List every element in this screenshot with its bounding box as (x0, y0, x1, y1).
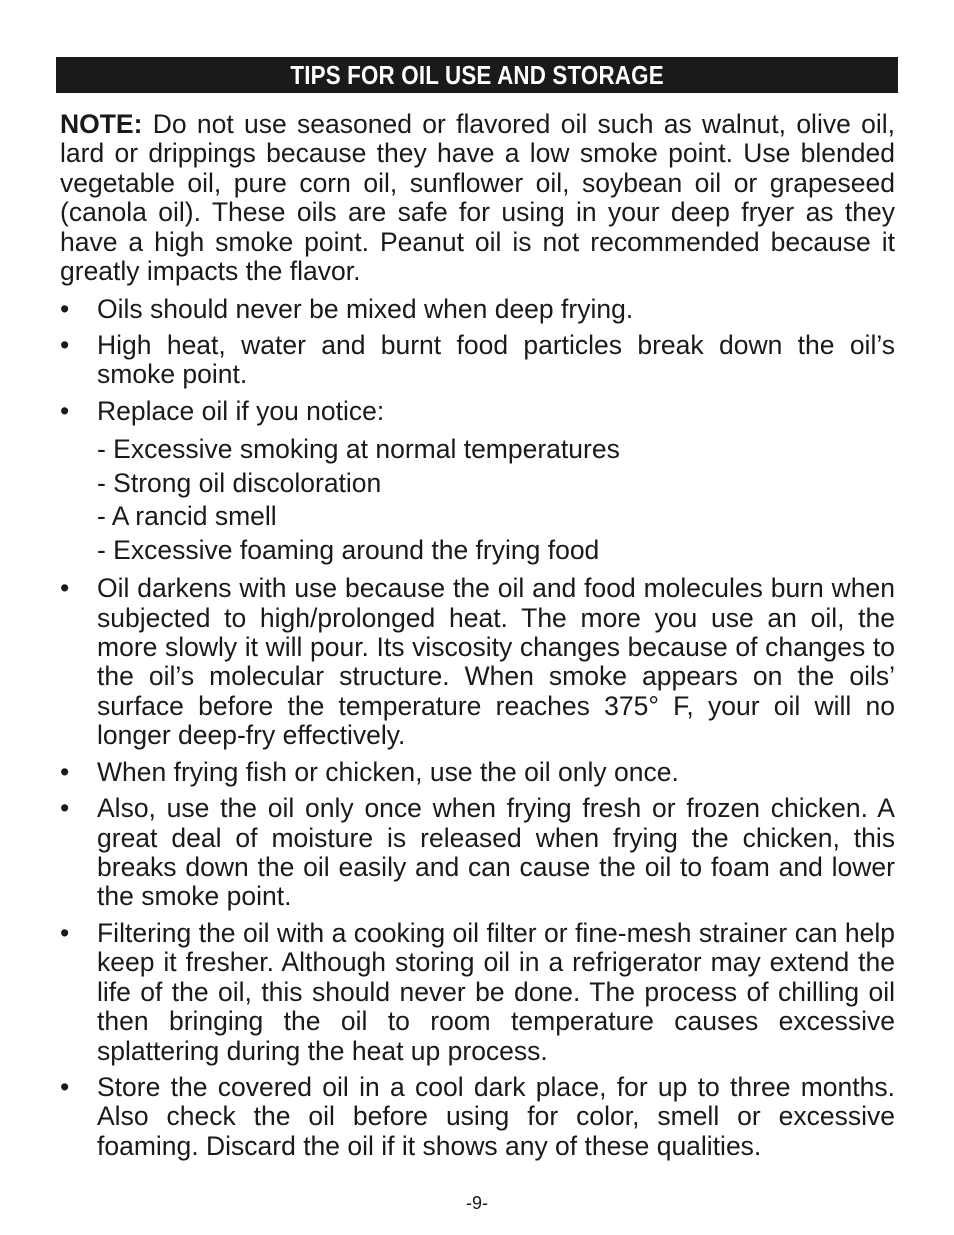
list-item (60, 1073, 895, 1161)
page-content (60, 110, 895, 1168)
bullet-icon: • (60, 395, 70, 426)
list-item (60, 397, 895, 567)
list-item (60, 919, 895, 1066)
list-item (60, 574, 895, 751)
list-item (60, 331, 895, 390)
bullet-icon: • (60, 793, 70, 824)
section-title: TIPS FOR OIL USE AND STORAGE (290, 59, 664, 90)
condition-item: - Strong oil discoloration (97, 467, 382, 498)
replace-conditions-list (97, 433, 895, 567)
tip-text: Store the covered oil in a cool dark place, for up to three months. Also check the oil before using for color, smell or excessive foaming. Discard the oil if it shows any of these qualities. (97, 1071, 895, 1161)
list-item (60, 295, 895, 324)
condition-item: - Excessive smoking at normal temperatures (97, 434, 620, 465)
bullet-icon: • (60, 293, 70, 324)
section-title-bar (56, 57, 898, 93)
note-paragraph (60, 110, 895, 287)
bullet-icon: • (60, 756, 70, 787)
tip-text: Oil darkens with use because the oil and food molecules burn when subjected to high/prolonged heat. The more you use an oil, the more slowly it will pour. Its viscosity changes because of changes to the oil’s molecular structure. When smoke appears on the oils’ surface before the temperature reaches 375° F, your oil will no longer deep-fry effectively. (97, 573, 895, 751)
bullet-icon: • (60, 573, 70, 604)
tip-text: Replace oil if you notice: (97, 395, 385, 426)
list-item (60, 794, 895, 912)
tip-text: When frying fish or chicken, use the oil only once. (97, 756, 679, 787)
condition-item: - Excessive foaming around the frying food (97, 534, 600, 565)
bullet-icon: • (60, 1071, 70, 1102)
page-number: -9- (466, 1193, 488, 1213)
tip-text: Oils should never be mixed when deep frying. (97, 293, 634, 324)
tip-text: Also, use the oil only once when frying fresh or frozen chicken. A great deal of moisture is released when frying the chicken, this breaks down the oil easily and can cause the oil to foam and lower the smoke point. (97, 793, 895, 912)
note-label: NOTE: (60, 109, 143, 139)
condition-item: - A rancid smell (97, 501, 277, 532)
bullet-icon: • (60, 917, 70, 948)
note-text: Do not use seasoned or flavored oil such as walnut, olive oil, lard or drippings because they have a low smoke point. Use blended vegetable oil, pure corn oil, sunflower oil, soybean oil or grapeseed (canola oil). These oils are safe for using in your deep fryer as they have a high smoke point. Peanut oil is not recommended because it greatly impacts the flavor. (60, 109, 895, 287)
tip-text: Filtering the oil with a cooking oil filter or fine-mesh strainer can help keep it fresher. Although storing oil in a refrigerator may extend the life of the oil, this should never be done. The process of chilling oil then bringing the oil to room temperature causes excessive splattering during the heat up process. (97, 917, 895, 1066)
list-item (60, 758, 895, 787)
tips-list (60, 295, 895, 1162)
bullet-icon: • (60, 329, 70, 360)
tip-text: High heat, water and burnt food particles break down the oil’s smoke point. (97, 329, 895, 390)
